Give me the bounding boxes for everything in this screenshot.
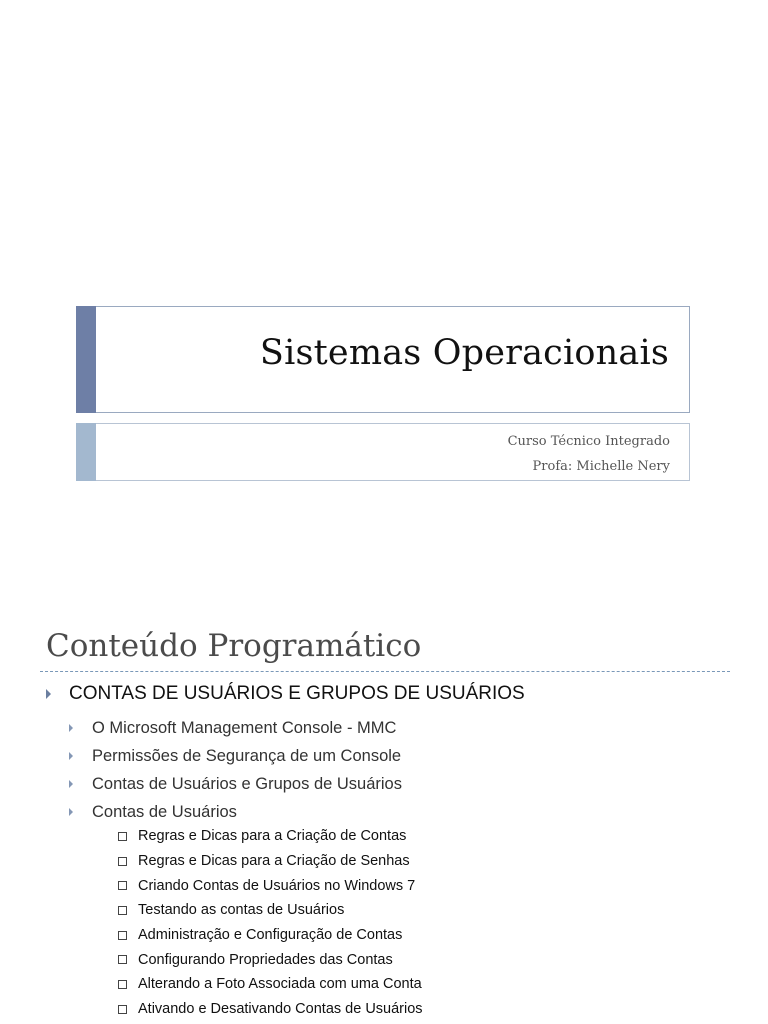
list-item-label: Regras e Dicas para a Criação de Senhas [138,853,410,870]
title-accent-bar [76,306,96,413]
square-bullet-icon [118,931,127,940]
list-item-label: Criando Contas de Usuários no Windows 7 [138,877,416,894]
page-title: Conteúdo Programático [46,628,422,664]
square-bullet-icon [118,955,127,964]
list-item-label: Alterando a Foto Associada com uma Conta [138,976,422,993]
course-name: Curso Técnico Integrado [507,434,670,449]
list-item-label: O Microsoft Management Console - MMC [92,718,397,737]
list-item-label: Contas de Usuários [92,802,237,821]
detail-topic-list [118,824,423,1022]
slide-title: Sistemas Operacionais [259,333,669,373]
main-bullet-label: CONTAS DE USUÁRIOS E GRUPOS DE USUÁRIOS [69,683,525,704]
square-bullet-icon [118,857,127,866]
list-item [69,798,402,826]
list-item [118,824,423,849]
list-item [118,873,423,898]
list-item [118,972,423,997]
list-item-label: Configurando Propriedades das Contas [138,951,393,968]
square-bullet-icon [118,832,127,841]
list-item [118,923,423,948]
list-item [118,898,423,923]
square-bullet-icon [118,881,127,890]
square-bullet-icon [118,980,127,989]
list-item [118,947,423,972]
triangle-bullet-icon [46,689,51,699]
list-item [69,714,402,742]
list-item-label: Permissões de Segurança de um Console [92,746,402,765]
list-item-label: Testando as contas de Usuários [138,902,345,919]
content-slide [0,610,768,1024]
main-bullet [46,683,525,705]
triangle-bullet-icon [69,752,73,760]
square-bullet-icon [118,906,127,915]
subtitle-accent-bar [76,423,96,481]
triangle-bullet-icon [69,724,73,732]
list-item-label: Administração e Configuração de Contas [138,927,403,944]
subtitle-box [76,423,690,481]
triangle-bullet-icon [69,780,73,788]
list-item [118,849,423,874]
list-item [69,742,402,770]
sub-topic-list [69,714,402,826]
triangle-bullet-icon [69,808,73,816]
square-bullet-icon [118,1005,127,1014]
title-divider [40,671,730,672]
list-item-label: Regras e Dicas para a Criação de Contas [138,828,407,845]
teacher-name: Profa: Michelle Nery [532,459,670,474]
list-item-label: Ativando e Desativando Contas de Usuários [138,1001,423,1018]
list-item [69,770,402,798]
list-item [118,997,423,1022]
list-item-label: Contas de Usuários e Grupos de Usuários [92,774,402,793]
title-box [76,306,690,413]
